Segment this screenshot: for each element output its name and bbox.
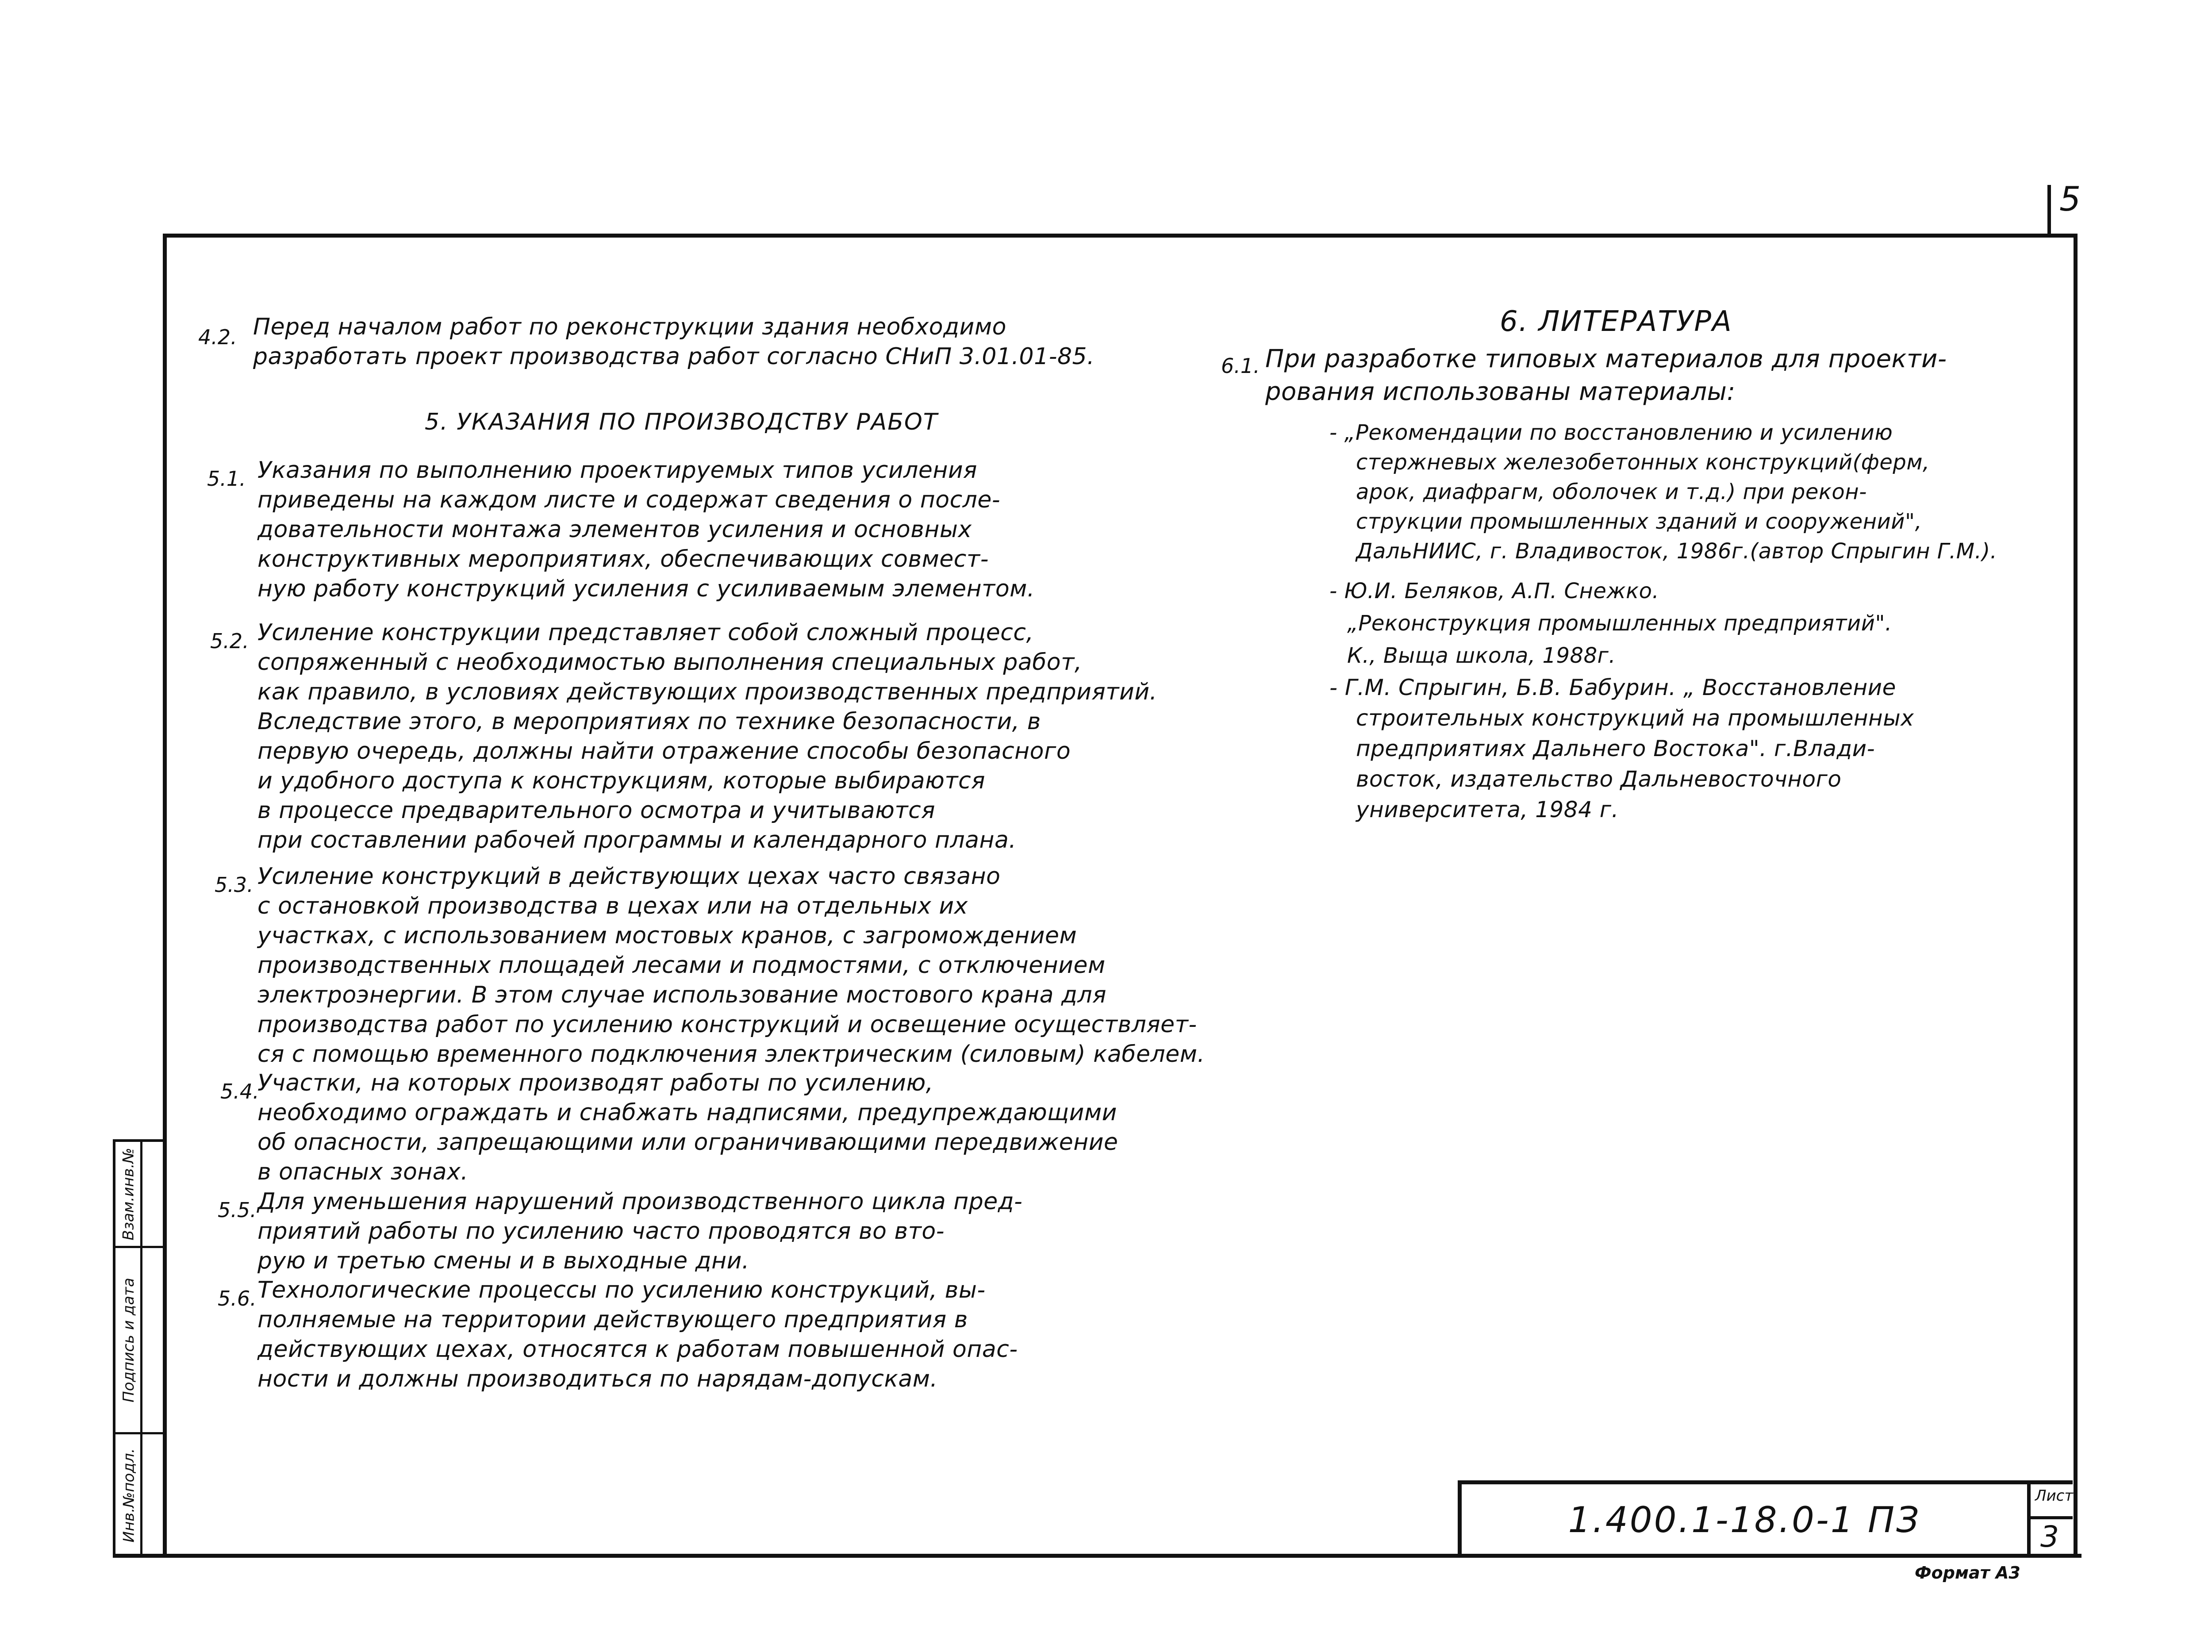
clause-5-2 — [257, 618, 1157, 855]
sheet-label: Лист — [2035, 1487, 2074, 1505]
text-line: разработать проект производства работ согласно СНиП 3.01.01-85. — [253, 343, 1095, 370]
text-line: приведены на каждом листе и содержат сведения о после- — [257, 487, 1001, 513]
text-line: сопряженный с необходимостью выполнения специальных работ, — [257, 649, 1082, 676]
clause-5-1 — [257, 456, 1035, 604]
text-line: Усиление конструкций в действующих цехах часто связано — [257, 863, 1001, 890]
clause-number-5-6: 5.6. — [218, 1287, 257, 1310]
reference-3 — [1329, 672, 1914, 825]
text-line: - „Рекомендации по восстановлению и усилению — [1329, 420, 1893, 445]
binding-label-vzam-inv: Взам.инв.№ — [120, 1147, 138, 1241]
section-6-heading: 6. ЛИТЕРАТУРА — [1500, 305, 1732, 338]
text-line: при составлении рабочей программы и календарного плана. — [257, 827, 1017, 853]
clause-number-6-1: 6.1. — [1221, 354, 1260, 378]
text-line: электроэнергии. В этом случае использование мостового крана для — [257, 982, 1106, 1008]
clause-number-5-4: 5.4. — [220, 1080, 259, 1103]
clause-5-4 — [257, 1068, 1118, 1187]
text-line: строительных конструкций на промышленных — [1356, 705, 1914, 731]
text-line: и удобного доступа к конструкциям, которые выбираются — [257, 768, 985, 794]
text-line: ДальНИИС, г. Владивосток, 1986г.(автор Спрыгин Г.М.). — [1356, 539, 1997, 564]
text-line: рую и третью смены и в выходные дни. — [257, 1248, 749, 1274]
title-block — [1458, 1480, 2073, 1556]
text-line: производства работ по усилению конструкций и освещение осуществляет- — [257, 1011, 1197, 1038]
clause-number-5-2: 5.2. — [210, 629, 249, 653]
text-line: - Ю.И. Беляков, А.П. Снежко. — [1329, 579, 1659, 603]
text-line: университета, 1984 г. — [1356, 797, 1619, 822]
clause-5-5 — [257, 1187, 1022, 1276]
text-line: участках, с использованием мостовых кранов, с загромождением — [257, 922, 1077, 949]
text-line: Технологические процессы по усилению конструкций, вы- — [257, 1277, 986, 1303]
text-line: с остановкой производства в цехах или на отдельных их — [257, 893, 968, 919]
title-block-divider — [2031, 1516, 2073, 1519]
clause-5-3 — [257, 862, 1205, 1069]
text-line: Перед началом работ по реконструкции здания необходимо — [253, 314, 1006, 340]
page-number: 5 — [2059, 179, 2081, 219]
text-line: в процессе предварительного осмотра и учитываются — [257, 797, 936, 824]
text-line: ную работу конструкций усиления с усиливаемым элементом. — [257, 576, 1035, 602]
text-line: довательности монтажа элементов усиления и основных — [257, 516, 972, 543]
binding-label-podpis-data: Подпись и дата — [120, 1278, 138, 1402]
binding-cell-inv — [117, 1434, 140, 1556]
sheet-number: 3 — [2040, 1520, 2059, 1554]
reference-1 — [1329, 418, 1997, 566]
text-line: ности и должны производиться по нарядам-допускам. — [257, 1366, 938, 1392]
text-line: При разработке типовых материалов для проекти- — [1265, 345, 1947, 373]
text-line: производственных площадей лесами и подмостями, с отключением — [257, 952, 1106, 979]
text-line: рования использованы материалы: — [1265, 377, 1736, 406]
text-line: - Г.М. Спрыгин, Б.В. Бабурин. „ Восстановление — [1329, 675, 1896, 700]
text-line: восток, издательство Дальневосточного — [1356, 766, 1842, 792]
text-line: арок, диафрагм, оболочек и т.д.) при рекон- — [1356, 480, 1867, 504]
text-line: К., Выща школа, 1988г. — [1347, 643, 1616, 668]
title-block-divider — [2027, 1484, 2031, 1556]
text-line: предприятиях Дальнего Востока". г.Влади- — [1356, 736, 1875, 761]
binding-stamp-divider — [140, 1142, 142, 1556]
text-line: действующих цехах, относятся к работам повышенной опас- — [257, 1336, 1018, 1363]
text-line: Для уменьшения нарушений производственного цикла пред- — [257, 1188, 1023, 1215]
text-line: конструктивных мероприятиях, обеспечивающих совмест- — [257, 546, 989, 572]
clause-number-4-2: 4.2. — [198, 325, 237, 349]
text-line: полняемые на территории действующего предприятия в — [257, 1306, 968, 1333]
clause-number-5-1: 5.1. — [207, 467, 246, 491]
text-line: Усиление конструкции представляет собой сложный процесс, — [257, 619, 1034, 646]
clause-5-6 — [257, 1275, 1018, 1394]
text-line: в опасных зонах. — [257, 1159, 469, 1185]
text-line: Вследствие этого, в мероприятиях по технике безопасности, в — [257, 708, 1041, 735]
page-number-divider — [2047, 185, 2051, 236]
binding-cell-podpis — [117, 1248, 140, 1432]
clause-number-5-3: 5.3. — [215, 873, 253, 897]
text-line: как правило, в условиях действующих производственных предприятий. — [257, 679, 1157, 705]
format-label: Формат А3 — [1915, 1563, 2020, 1583]
document-code: 1.400.1-18.0-1 ПЗ — [1568, 1499, 1921, 1541]
clause-6-1 — [1265, 343, 1947, 408]
text-line: необходимо ограждать и снабжать надписями, предупреждающими — [257, 1099, 1117, 1126]
binding-stamp — [113, 1139, 163, 1556]
text-line: приятий работы по усилению часто проводятся во вто- — [257, 1218, 945, 1245]
text-line: стержневых железобетонных конструкций(ферм, — [1356, 450, 1930, 475]
clause-4-2 — [253, 312, 1094, 372]
clause-number-5-5: 5.5. — [218, 1198, 257, 1222]
text-line: об опасности, запрещающими или ограничивающими передвижение — [257, 1129, 1118, 1156]
text-line: струкции промышленных зданий и сооружений", — [1356, 509, 1922, 534]
reference-2 — [1329, 575, 1892, 672]
text-line: Указания по выполнению проектируемых типов усиления — [257, 457, 977, 484]
binding-label-inv-podl: Инв.№подл. — [120, 1448, 138, 1542]
text-line: „Реконструкция промышленных предприятий". — [1347, 611, 1892, 636]
section-5-heading: 5. УКАЗАНИЯ ПО ПРОИЗВОДСТВУ РАБОТ — [425, 409, 938, 435]
binding-cell-vzam — [117, 1142, 140, 1246]
text-line: первую очередь, должны найти отражение способы безопасного — [257, 738, 1071, 765]
text-line: ся с помощью временного подключения электрическим (силовым) кабелем. — [257, 1041, 1205, 1068]
text-line: Участки, на которых производят работы по усилению, — [257, 1070, 933, 1096]
